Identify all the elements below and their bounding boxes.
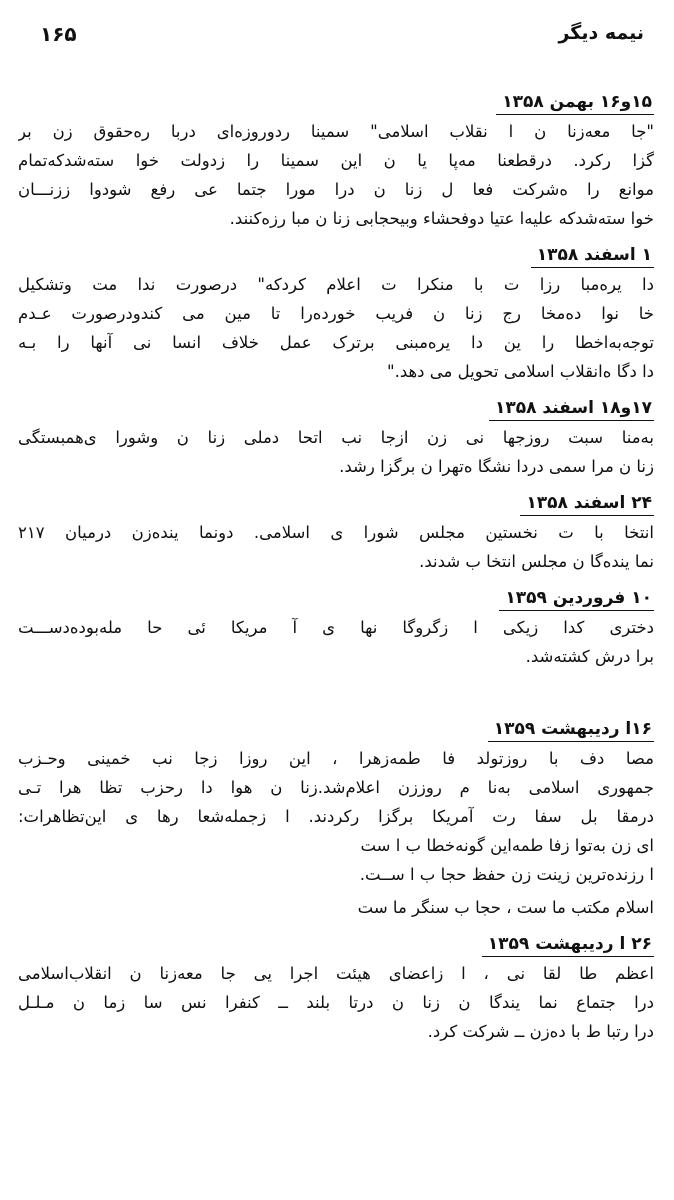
entry-date: ۱۷و۱۸ اسفند ۱۳۵۸ xyxy=(489,396,654,421)
entry-line: گزا رکرد. درقطعنا مه‌پا یا ن این سمینا را زدولت خوا سته‌شدکه‌تمام xyxy=(18,151,654,170)
entry-date: ۱ اسفند ۱۳۵۸ xyxy=(531,243,654,268)
slogan-line: ا رزنده‌ترین زینت زن حفظ حجا ب ا ســت. xyxy=(359,865,654,884)
entry-line: خا نوا ده‌مخا رج زنا ن فریب خورده‌را تا مین می کندودرصورت عـدم xyxy=(18,304,654,323)
entry-line: خوا سته‌شدکه علیه‌ا عتیا دوفحشاء وبیحجابی زنا ن مبا رزه‌کنند. xyxy=(229,209,654,228)
entry-line: "جا معه‌زنا ن ا نقلاب اسلامی" سمینا ردوروزه‌ای دربا ره‌حقوق زن بر xyxy=(18,122,654,141)
slogan-line: ای زن به‌توا زفا طمه‌این گونه‌خطا ب ا ست xyxy=(360,836,654,855)
entry-line: درا رتبا ط با ده‌زن ــ شرکت کرد. xyxy=(427,1022,654,1041)
entry-line: درمقا بل سفا رت آمریکا برگزا رکردند. ا زجمله‌شعا رها ی این‌تظاهرات: xyxy=(18,807,654,826)
entry-line: اعظم طا لقا نی ، ا زاعضای هیئت اجرا یی جا معه‌زنا ن انقلاب‌اسلامی xyxy=(18,964,654,983)
entry-date: ۱۵و۱۶ بهمن ۱۳۵۸ xyxy=(496,90,654,115)
entry-line: دا یره‌مبا رزا ت با منکرا ت اعلام کردکه" درصورت ندا مت وتشکیل xyxy=(18,275,654,294)
running-title: نیمه دیگر xyxy=(558,22,644,44)
entry-farvardin-10-1359 xyxy=(18,586,654,671)
entry-date: ۲۴ اسفند ۱۳۵۸ xyxy=(520,491,654,516)
entry-ordibehesht-26-1359 xyxy=(18,932,654,1046)
entry-line: به‌منا سبت روزجها نی زن ازجا نب اتحا دملی زنا ن وشورا ی‌همبستگی xyxy=(18,428,654,447)
entry-date: ۱۰ فروردین ۱۳۵۹ xyxy=(499,586,654,611)
entry-line: موانع را ه‌شرکت فعا ل زنا ن درا مورا جتما عی رفع شودوا ززنـــان xyxy=(18,180,654,199)
chronology-text xyxy=(18,90,654,1056)
entry-date: ۲۶ ا ردیبهشت ۱۳۵۹ xyxy=(482,932,654,957)
entry-line: انتخا با ت نخستین مجلس شورا ی اسلامی. دونما ینده‌زن درمیان ۲۱۷ xyxy=(18,523,654,542)
page-header xyxy=(40,22,644,52)
entry-line: توجه‌به‌اخطا را ین دا یره‌مبنی برترک عمل خلاف انسا نی آنها را بـه xyxy=(18,333,654,352)
entry-esfand-17-1358 xyxy=(18,396,654,481)
entry-line: مصا دف با روزتولد فا طمه‌زهرا ، این روزا زجا نب خمینی وحـزب xyxy=(18,749,654,768)
entry-date: ۱۶ا ردیبهشت ۱۳۵۹ xyxy=(488,717,654,742)
entry-bahman-1358 xyxy=(18,90,654,233)
page-number: ۱۶۵ xyxy=(40,22,77,46)
entry-line: جمهوری اسلامی به‌نا م روززن اعلام‌شد.زنا ن هوا دا رحزب تظا هرا تـی xyxy=(18,778,654,797)
entry-line: دختری کدا زیکی ا زگروگا نها ی آ مریکا ئی حا مله‌بوده‌دســـت xyxy=(18,618,654,637)
entry-line: برا درش کشته‌شد. xyxy=(525,647,654,666)
entry-esfand-24-1358 xyxy=(18,491,654,576)
entry-ordibehesht-16-1359 xyxy=(18,717,654,922)
slogan-line: اسلام مکتب ما ست ، حجا ب سنگر ما ست xyxy=(357,898,654,917)
entry-line: دا دگا ه‌انقلاب اسلامی تحویل می دهد." xyxy=(386,362,654,381)
entry-esfand-1-1358 xyxy=(18,243,654,386)
entry-line: نما ینده‌گا ن مجلس انتخا ب شدند. xyxy=(419,552,654,571)
entry-line: درا جتماع نما یندگا ن زنا ن درتا بلند ــ کنفرا نس سا زما ن مـلـل xyxy=(18,993,654,1012)
entry-line: زنا ن مرا سمی دردا نشگا ه‌تهرا ن برگزا رشد. xyxy=(339,457,654,476)
